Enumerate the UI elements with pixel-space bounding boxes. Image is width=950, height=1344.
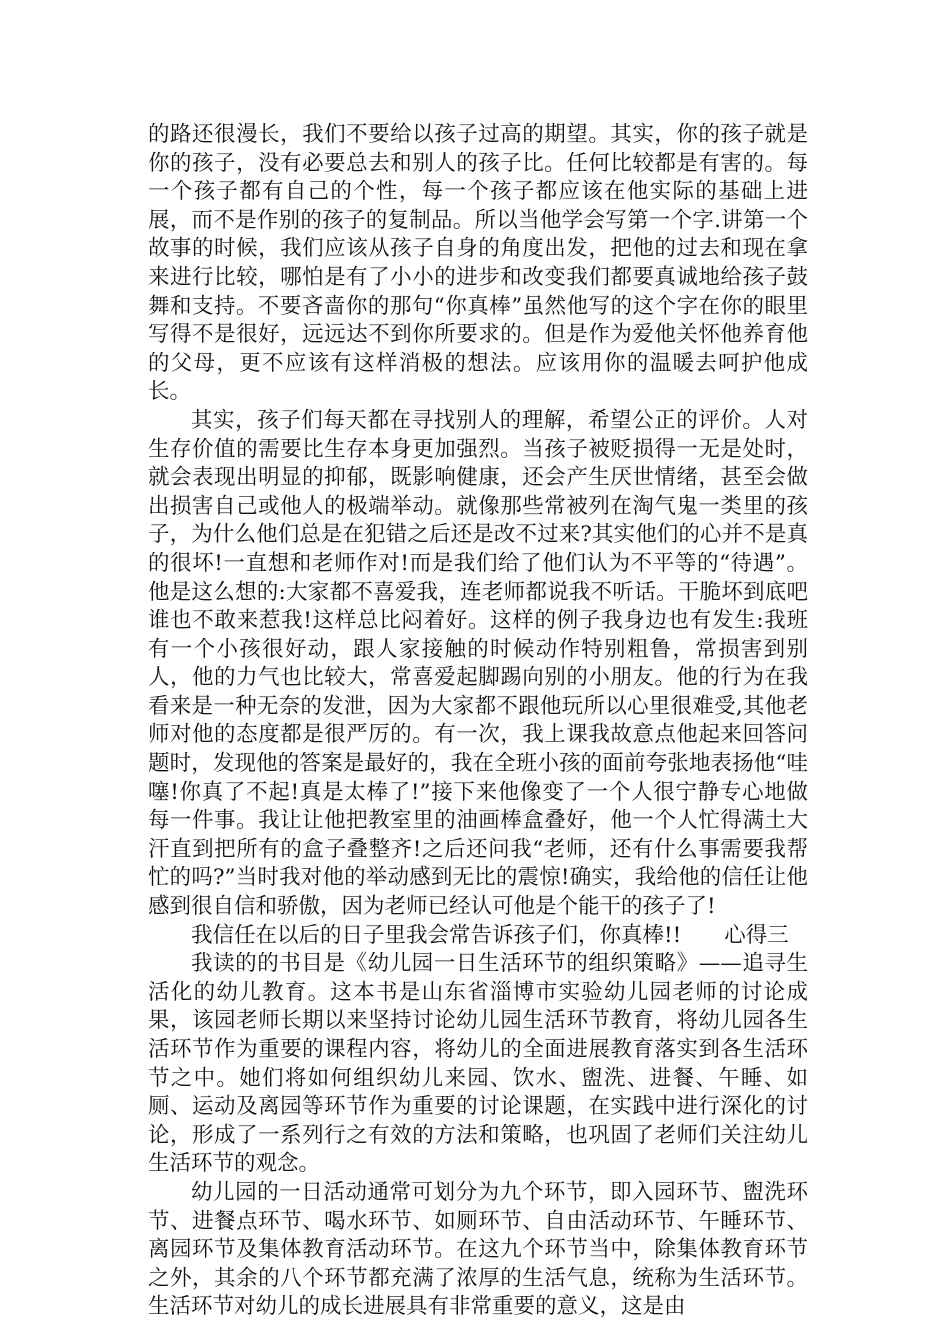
document-page [148, 121, 808, 1322]
paragraph-3: 我信任在以后的日子里我会常告诉孩子们，你真棒!! 心得三 [191, 922, 789, 948]
paragraph-4: 我读的的书目是《幼儿园一日生活环节的组织策略》——追寻生活化的幼儿教育。这本书是山东省淄博市实验幼儿园老师的讨论成果，该园老师长期以来坚持讨论幼儿园生活环节教育，将幼儿园各生活环节作为重要的课程内容，将幼儿的全面进展教育落实到各生活环节之中。她们将如何组织幼儿来园、饮水、盥洗、进餐、午睡、如厕、运动及离园等环节作为重要的讨论课题，在实践中进行深化的讨论，形成了一系列行之有效的方法和策略，也巩固了老师们关注幼儿生活环节的观念。 [148, 951, 808, 1177]
paragraph-2: 其实，孩子们每天都在寻找别人的理解，希望公正的评价。人对生存价值的需要比生存本身更加强烈。当孩子被贬损得一无是处时，就会表现出明显的抑郁，既影响健康，还会产生厌世情绪，甚至会做出损害自己或他人的极端举动。就像那些常被列在淘气鬼一类里的孩子，为什么他们总是在犯错之后还是改不过来?其实他们的心并不是真的很坏!一直想和老师作对!而是我们给了他们认为不平等的“待遇”。他是这么想的:大家都不喜爱我，连老师都说我不听话。干脆坏到底吧谁也不敢来惹我!这样总比闷着好。这样的例子我身边也有发生:我班有一个小孩很好动，跟人家接触的时候动作特别粗鲁，常损害到别人，他的力气也比较大，常喜爱起脚踢向别的小朋友。他的行为在我看来是一种无奈的发泄，因为大家都不跟他玩所以心里很难受,其他老师对他的态度都是很严厉的。有一次，我上课我故意点他起来回答问题时，发现他的答案是最好的，我在全班小孩的面前夸张地表扬他“哇噻!你真了不起!真是太棒了!”接下来他像变了一个人很宁静专心地做每一件事。我让让他把教室里的油画棒盒叠好，他一个人忙得满土大汗直到把所有的盒子叠整齐!之后还问我“老师，还有什么事需要我帮忙的吗?”当时我对他的举动感到无比的震惊!确实，我给他的信任让他感到很自信和骄傲，因为老师已经认可他是个能干的孩子了! [148, 407, 808, 920]
paragraph-5: 幼儿园的一日活动通常可划分为九个环节，即入园环节、盥洗环节、进餐点环节、喝水环节、如厕环节、自由活动环节、午睡环节、离园环节及集体教育活动环节。在这九个环节当中，除集体教育环节之外，其余的八个环节都充满了浓厚的生活气息，统称为生活环节。生活环节对幼儿的成长进展具有非常重要的意义，这是由 [148, 1179, 808, 1320]
paragraph-1: 的路还很漫长，我们不要给以孩子过高的期望。其实，你的孩子就是你的孩子，没有必要总去和别人的孩子比。任何比较都是有害的。每一个孩子都有自己的个性，每一个孩子都应该在他实际的基础上进展，而不是作别的孩子的复制品。所以当他学会写第一个字.讲第一个故事的时候，我们应该从孩子自身的角度出发，把他的过去和现在拿来进行比较，哪怕是有了小小的进步和改变我们都要真诚地给孩子鼓舞和支持。不要吝啬你的那句“你真棒”虽然他写的这个字在你的眼里写得不是很好，远远达不到你所要求的。但是作为爱他关怀他养育他的父母，更不应该有这样消极的想法。应该用你的温暖去呵护他成长。 [148, 122, 808, 405]
